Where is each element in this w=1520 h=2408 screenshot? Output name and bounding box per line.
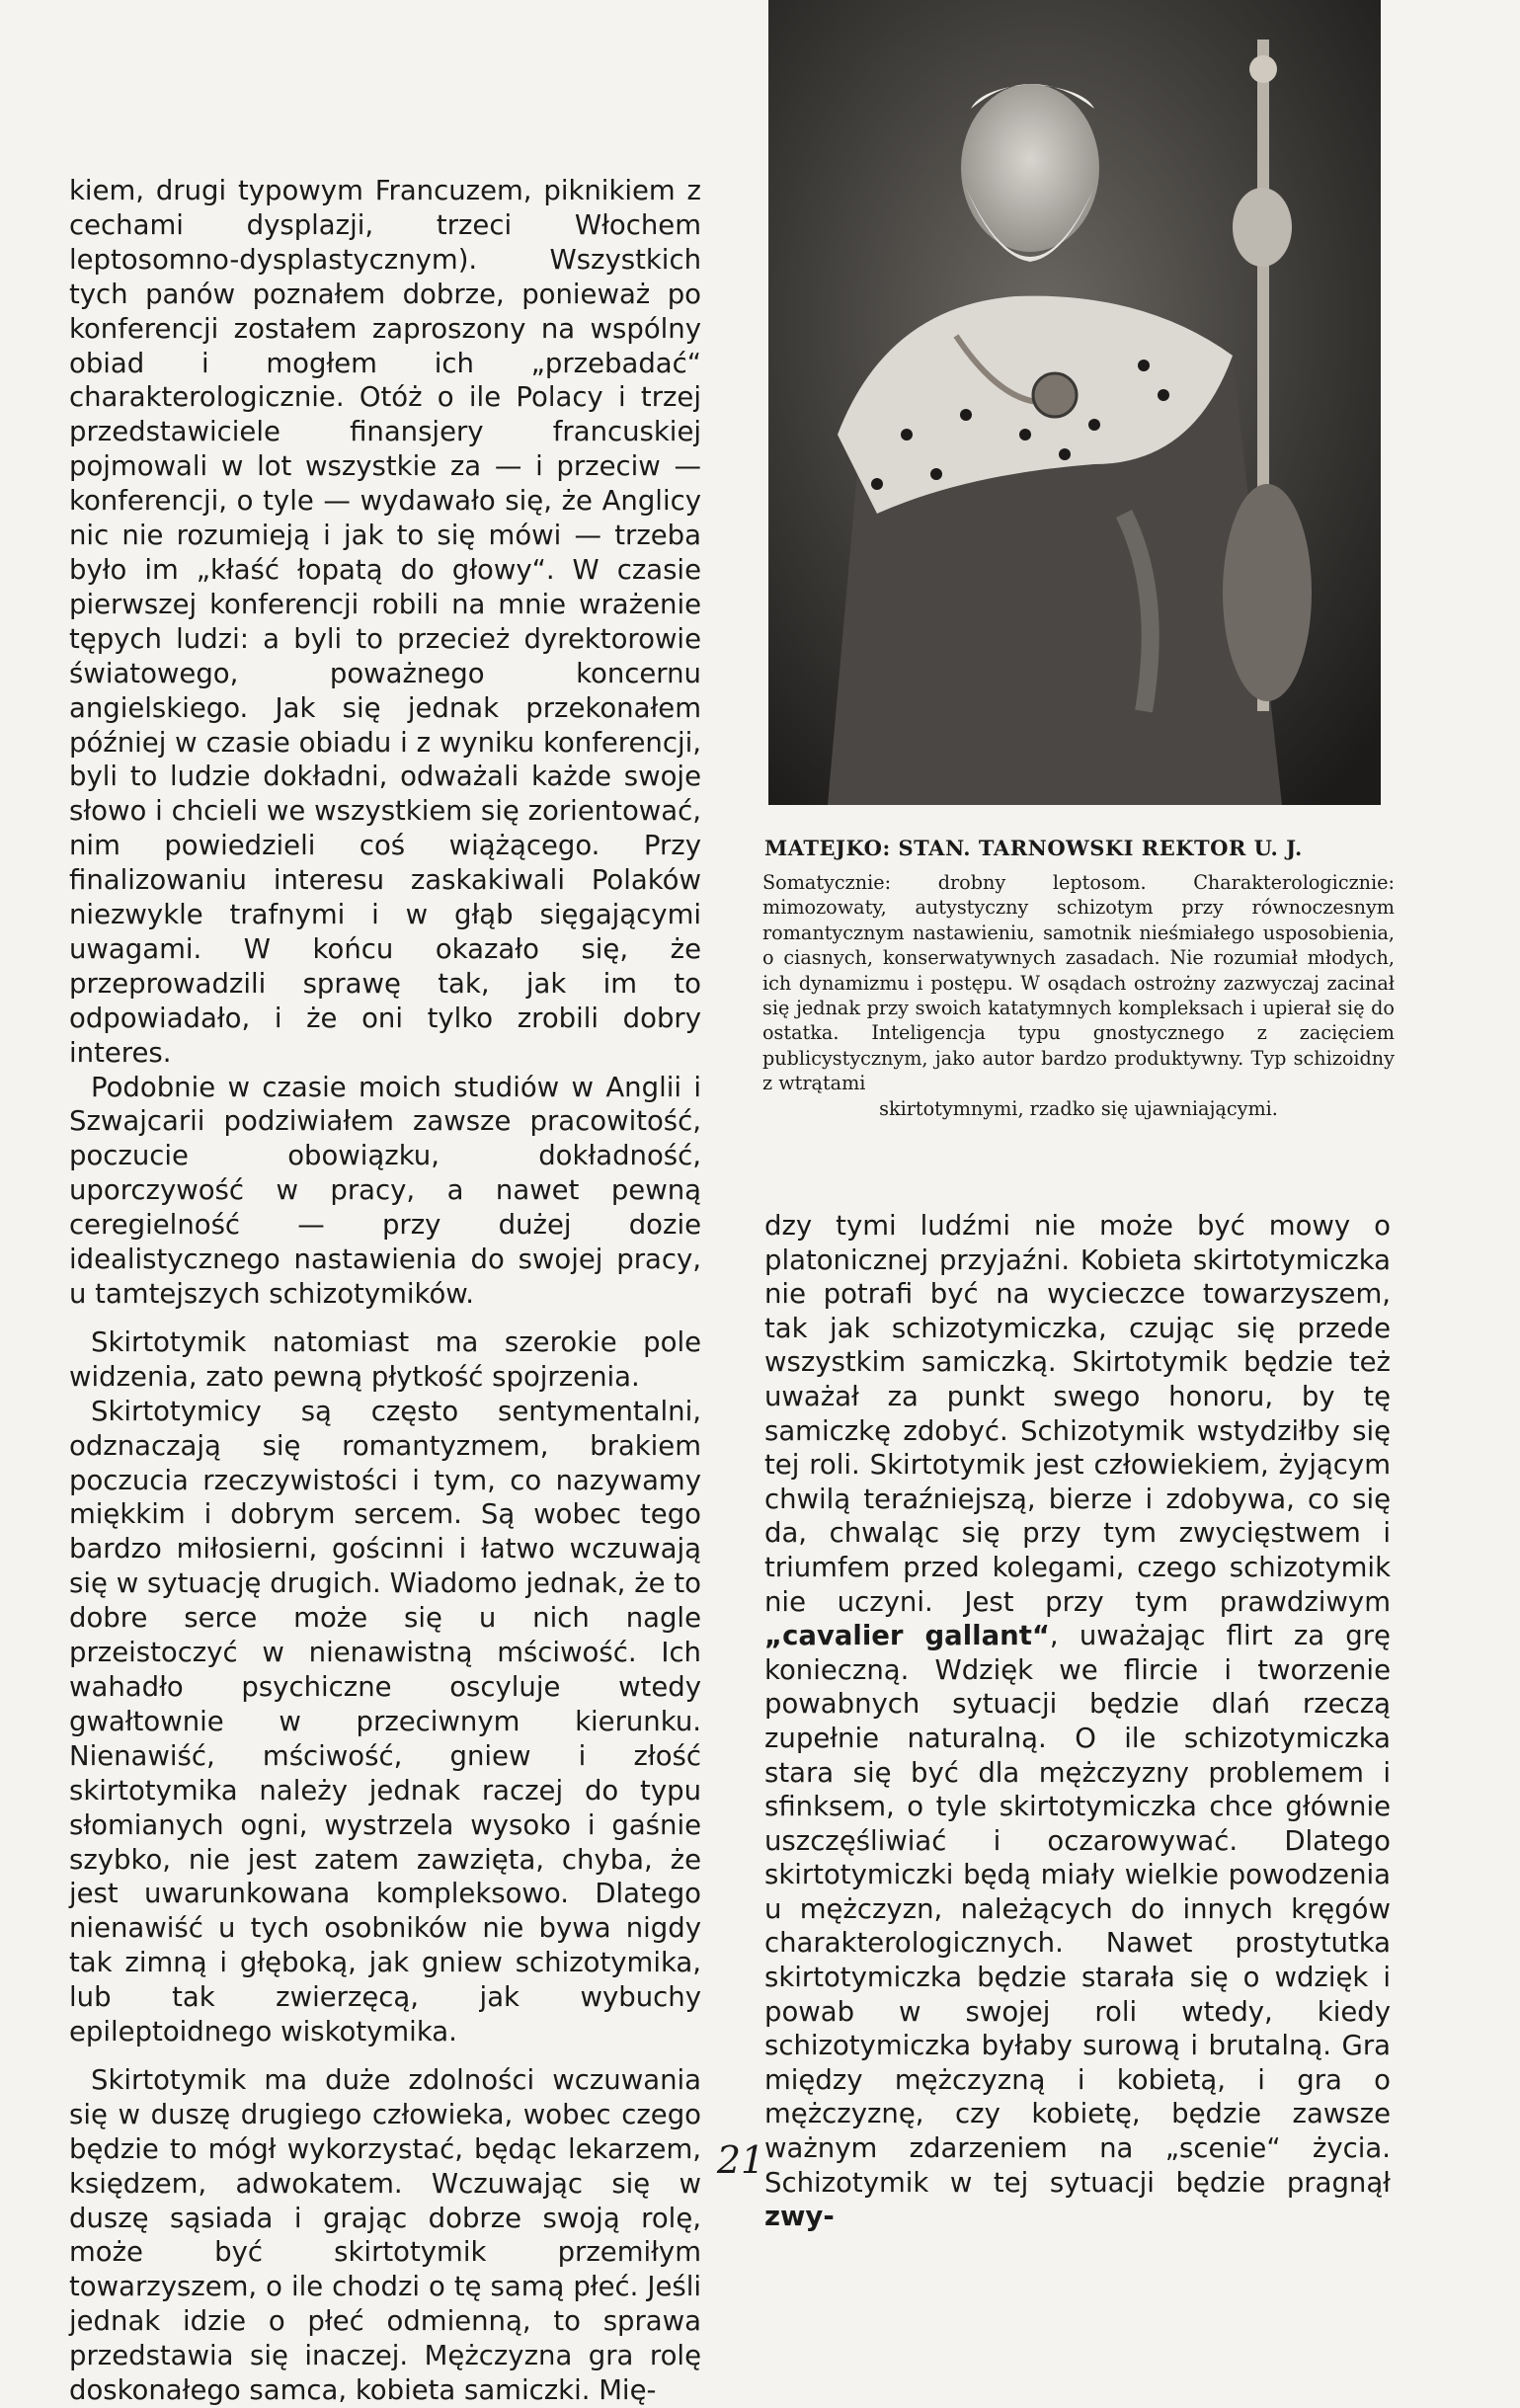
caption-text (762, 870, 1395, 1121)
caption-title: MATEJKO: STAN. TARNOWSKI REKTOR U. J. (764, 836, 1303, 860)
portrait-photo (768, 0, 1381, 805)
right-text-column (764, 1209, 1391, 2234)
caption-last-line: skirtotymnymi, rzadko się ujawniającymi. (879, 1096, 1278, 1120)
caption-body: Somatycznie: drobny leptosom. Charakterologicznie: mimozowaty, autystyczny schizotym przy równoczesnym romantycznym nastawieniu, samotnik nieśmiałego usposobienia, o ciasnych, konserwatywnych zasadach. Nie rozumiał młodych, ich dynamizmu i postępu. W osądach ostrożny zazwyczaj zacinał się jednak przy swoich katatymnych kompleksach i upierał się do ostatka. Inteligencja typu gnostycznego z zacięciem publicystycznym, jako autor bardzo produktywny. Typ schizoidny z wtrątami (762, 871, 1395, 1095)
page-number: 21 (716, 2138, 765, 2182)
paragraph: Skirtotymicy są często sentymentalni, odznaczają się romantyzmem, brakiem poczucia rzeczywistości i tym, co nazywamy miękkim i dobrym sercem. Są wobec tego bardzo miłosierni, gościnni i łatwo wczuwają się w sytuację drugich. Wiadomo jednak, że to dobre serce może się u nich nagle przeistoczyć w nienawistną mściwość. Ich wahadło psychiczne oscyluje wtedy gwałtownie w przeciwnym kierunku. Nienawiść, mściwość, gniew i złość skirtotymika należy jednak raczej do typu słomianych ogni, wystrzela wysoko i gaśnie szybko, nie jest zatem zawzięta, chyba, że jest uwarunkowana kompleksowo. Dlatego nienawiść u tych osobników nie bywa nigdy tak zimną i głęboką, jak gniew schizotymika, lub tak zwierzęcą, jak wybuchy epileptoidnego wiskotymika. (69, 1395, 701, 2048)
paragraph (764, 1209, 1391, 2234)
paragraph: Skirtotymik ma duże zdolności wczuwania się w duszę drugiego człowieka, wobec czego będzie to mógł wykorzystać, będąc lekarzem, księdzem, adwokatem. Wczuwając się w duszę sąsiada i grając dobrze swoją rolę, może być skirtotymik przemiłym towarzyszem, o ile chodzi o tę samą płeć. Jeśli jednak idzie o płeć odmienną, to sprawa przedstawia się inaczej. Mężczyzna gra rolę doskonałego samca, kobieta samiczki. Mię- (69, 2063, 701, 2407)
bold-end-word: zwy- (764, 2201, 835, 2233)
text-segment: dzy tymi ludźmi nie może być mowy o platonicznej przyjaźni. Kobieta skirtotymiczka nie potrafi być na wycieczce towarzyszem, tak jak schizotymiczka, czując się przede wszystkim samiczką. Skirtotymik będzie też uważał za punkt swego honoru, by tę samiczkę zdobyć. Schizotymik wstydziłby się tej roli. Skirtotymik jest człowiekiem, żyjącym chwilą teraźniejszą, bierze i zdobywa, co się da, chwaląc się przy tym zwycięstwem i triumfem przed kolegami, czego schizotymik nie uczyni. Jest przy tym prawdziwym (764, 1210, 1391, 1618)
paragraph: Podobnie w czasie moich studiów w Anglii i Szwajcarii podziwiałem zawsze pracowitość, poczucie obowiązku, dokładność, uporczywość w pracy, a nawet pewną ceregielność — przy dużej dozie idealistycznego nastawienia do swojej pracy, u tamtejszych schizotymików. (69, 1071, 701, 1310)
left-text-column (69, 174, 701, 2408)
paragraph: kiem, drugi typowym Francuzem, piknikiem z cechami dysplazji, trzeci Włochem leptosomno-dysplastycznym). Wszystkich tych panów poznałem dobrze, ponieważ po konferencji zostałem zaproszony na wspólny obiad i mogłem ich „przebadać“ charakterologicznie. Otóż o ile Polacy i trzej przedstawiciele finansjery francuskiej pojmowali w lot wszystkie za — i przeciw — konferencji, o tyle — wydawało się, że Anglicy nic nie rozumieją i jak to się mówi — trzeba było im „kłaść łopatą do głowy“. W czasie pierwszej konferencji robili na mnie wrażenie tępych ludzi: a byli to przecież dyrektorowie światowego, poważnego koncernu angielskiego. Jak się jednak przekonałem później w czasie obiadu i z wyniku konferencji, byli to ludzie dokładni, odważali każde swoje słowo i chcieli we wszystkiem się zorientować, nim powiedzieli coś wiążącego. Przy finalizowaniu interesu zaskakiwali Polaków niezwykle trafnymi i w głąb sięgającymi uwagami. W końcu okazało się, że przeprowadzili sprawę tak, jak im to odpowiadało, i że oni tylko zrobili dobry interes. (69, 175, 701, 1069)
photo-caption (762, 836, 1395, 1121)
bold-phrase: „cavalier gallant“ (764, 1620, 1050, 1652)
paragraph: Skirtotymik natomiast ma szerokie pole widzenia, zato pewną płytkość spojrzenia. (69, 1325, 701, 1393)
text-segment: , uważając flirt za grę konieczną. Wdzięk we flircie i tworzenie powabnych sytuacji będzie dlań rzeczą zupełnie naturalną. O ile schizotymiczka stara się być dla mężczyzny problemem i sfinksem, o tyle skirtotymiczka chce głównie uszczęśliwiać i oczarowywać. Dlatego skirtotymiczki będą miały wielkie powodzenia u mężczyzn, należących do innych kręgów charakterologicznych. Nawet prostytutka skirtotymiczka będzie starała się o wdzięk i powab w swojej roli wtedy, kiedy schizotymiczka byłaby surową i brutalną. Gra między mężczyzną i kobietą, i gra o mężczyznę, czy kobietę, będzie zawsze ważnym zdarzeniem na „scenie“ życia. Schizotymik w tej sytuacji będzie pragnął (764, 1620, 1391, 2199)
